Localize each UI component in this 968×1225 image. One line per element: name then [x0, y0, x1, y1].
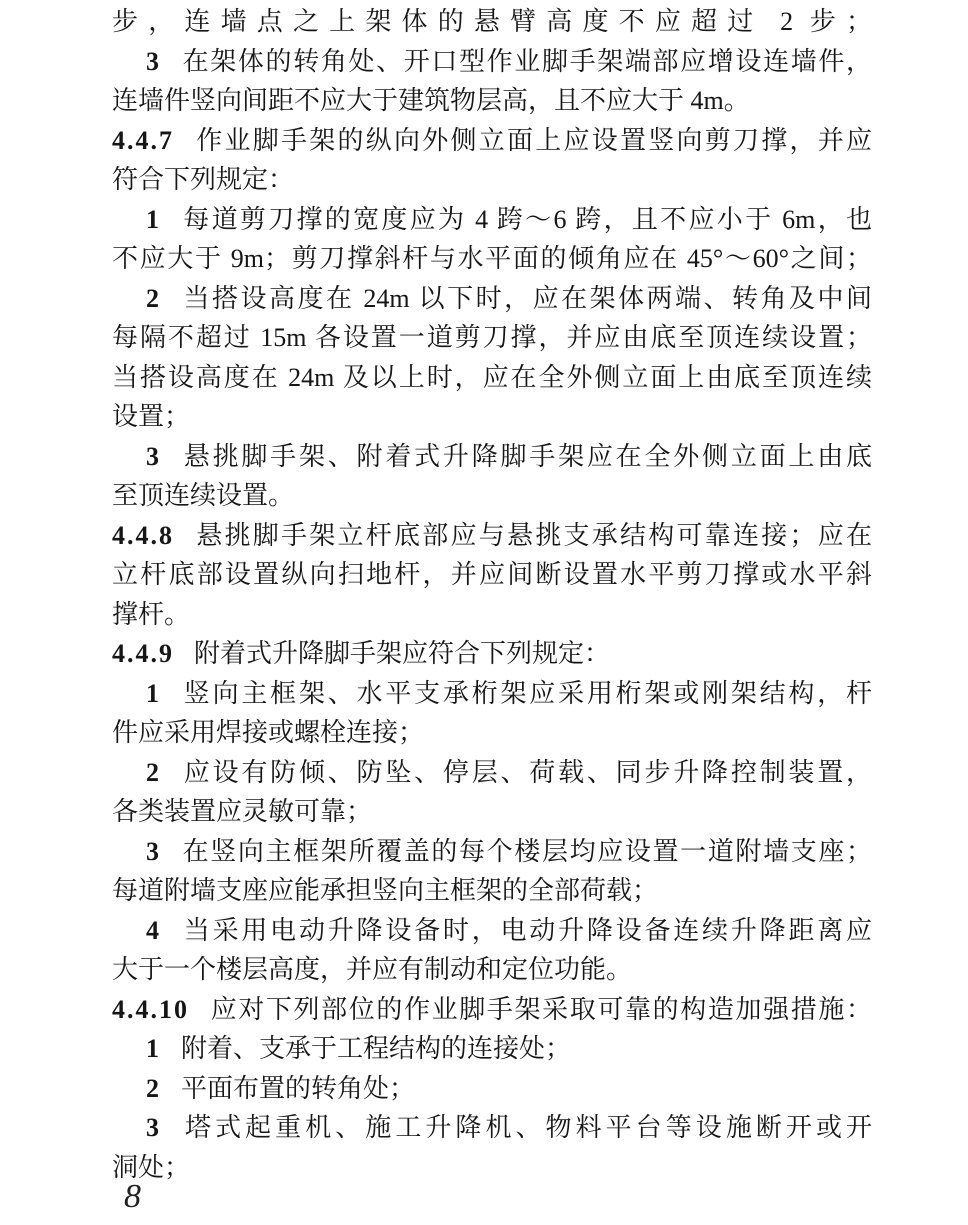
item-number: 1	[146, 204, 161, 234]
page-number: 8	[124, 1178, 141, 1215]
line-text: 竖向主框架、水平支承桁架应采用桁架或刚架结构，杆	[181, 678, 872, 708]
item-number: 3	[146, 46, 161, 76]
text-line	[112, 555, 872, 595]
item-number: 1	[146, 1034, 161, 1063]
item-line	[112, 911, 872, 951]
text-line	[112, 595, 872, 635]
item-number: 3	[146, 441, 161, 471]
item-number: 3	[146, 1113, 161, 1142]
clause-4-4-7-line	[112, 121, 872, 161]
text-line	[112, 358, 872, 398]
item-line	[112, 1108, 872, 1148]
item-line	[112, 1029, 872, 1069]
clause-number: 4.4.10	[112, 994, 189, 1024]
line-text: 撑杆。	[112, 599, 191, 629]
line-text: 符合下列规定：	[112, 165, 295, 194]
item-number: 2	[146, 757, 161, 787]
line-text: 每道附墙支座应能承担竖向主框架的全部荷载；	[112, 876, 659, 905]
line-text: 每隔不超过 15m 各设置一道剪刀撑，并应由底至顶连续设置；	[112, 323, 872, 352]
clause-4-4-10-line	[112, 990, 872, 1030]
document-body	[112, 2, 872, 1187]
line-text: 大于一个楼层高度，并应有制动和定位功能。	[112, 955, 633, 984]
line-text: 不应大于 9m；剪刀撑斜杆与水平面的倾角应在 45°～60°之间；	[112, 244, 872, 273]
text-line	[112, 397, 872, 437]
line-text: 各类装置应灵敏可靠；	[112, 797, 373, 826]
line-text: 作业脚手架的纵向外侧立面上应设置竖向剪刀撑，并应	[194, 125, 872, 155]
line-text: 当搭设高度在 24m 及以上时，应在全外侧立面上由底至顶连续	[112, 362, 872, 392]
text-line	[112, 81, 872, 121]
line-text: 附着式升降脚手架应符合下列规定：	[194, 639, 611, 668]
line-text: 悬挑脚手架立杆底部应与悬挑支承结构可靠连接；应在	[194, 520, 872, 550]
item-number: 3	[146, 836, 161, 866]
line-text: 当采用电动升降设备时，电动升降设备连续升降距离应	[181, 915, 872, 945]
line-text: 悬挑脚手架、附着式升降脚手架应在全外侧立面上由底	[181, 441, 872, 471]
text-line	[112, 476, 872, 516]
line-text: 在竖向主框架所覆盖的每个楼层均应设置一道附墙支座；	[181, 836, 872, 866]
clause-4-4-8-line	[112, 516, 872, 556]
clause-number: 4.4.9	[112, 639, 174, 668]
line-text: 件应采用焊接或螺栓连接；	[112, 718, 425, 747]
line-text: 设置；	[112, 402, 191, 431]
item-line	[112, 1069, 872, 1109]
line-text: 在架体的转角处、开口型作业脚手架端部应增设连墙件，	[181, 46, 872, 76]
line-text: 每道剪刀撑的宽度应为 4 跨～6 跨，且不应小于 6m，也	[181, 204, 872, 234]
item-number: 4	[146, 915, 161, 945]
line-text: 立杆底部设置纵向扫地杆，并应间断设置水平剪刀撑或水平斜	[112, 560, 872, 589]
text-line	[112, 713, 872, 753]
line-text: 至顶连续设置。	[112, 481, 295, 510]
line-text: 步，连墙点之上架体的悬臂高度不应超过 2 步；	[112, 7, 872, 36]
line-text: 应对下列部位的作业脚手架采取可靠的构造加强措施：	[209, 994, 872, 1024]
item-line	[112, 674, 872, 714]
clause-number: 4.4.8	[112, 520, 174, 550]
item-line	[112, 753, 872, 793]
item-line	[112, 200, 872, 240]
line-text: 洞处；	[112, 1152, 191, 1182]
text-line	[112, 871, 872, 911]
clause-4-4-9-line	[112, 634, 872, 674]
item-number: 2	[146, 1073, 161, 1103]
item-number: 2	[146, 283, 161, 313]
line-text: 应设有防倾、防坠、停层、荷载、同步升降控制装置，	[181, 757, 872, 787]
text-line	[112, 318, 872, 358]
item-line	[112, 42, 872, 82]
text-line	[112, 2, 872, 42]
item-number: 1	[146, 678, 161, 708]
line-text: 当搭设高度在 24m 以下时，应在架体两端、转角及中间	[181, 283, 872, 313]
text-line	[112, 1148, 872, 1188]
text-line	[112, 239, 872, 279]
clause-number: 4.4.7	[112, 125, 174, 155]
line-text: 塔式起重机、施工升降机、物料平台等设施断开或开	[181, 1113, 872, 1142]
item-line	[112, 437, 872, 477]
item-line	[112, 832, 872, 872]
line-text: 连墙件竖向间距不应大于建筑物层高，且不应大于 4m。	[112, 86, 750, 115]
item-line	[112, 279, 872, 319]
text-line	[112, 792, 872, 832]
line-text: 平面布置的转角处；	[181, 1073, 416, 1103]
line-text: 附着、支承于工程结构的连接处；	[181, 1034, 572, 1063]
text-line	[112, 160, 872, 200]
text-line	[112, 950, 872, 990]
